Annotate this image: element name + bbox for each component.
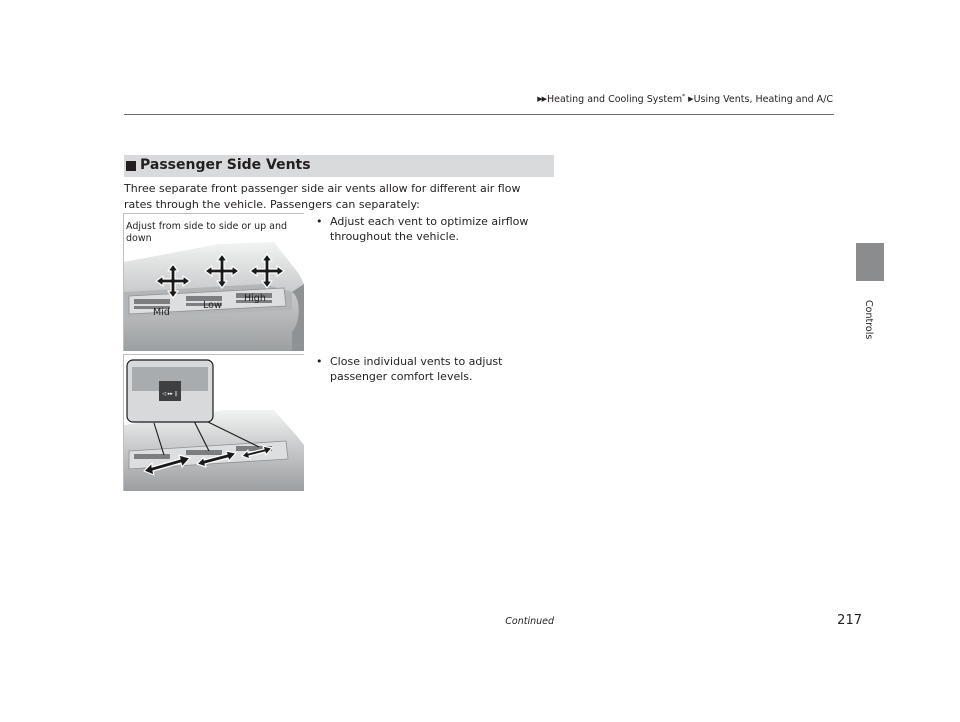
figure1-caption: Adjust from side to side or up and down bbox=[126, 221, 288, 244]
vent-label-low: Low bbox=[203, 300, 222, 311]
triangle-icon: ▶ bbox=[688, 95, 693, 104]
bullet-close-vent bbox=[316, 354, 536, 384]
bullet-close-vent-text: Close individual vents to adjust passenger comfort levels. bbox=[330, 355, 503, 383]
header-divider bbox=[124, 114, 834, 115]
continued-label: Continued bbox=[505, 616, 554, 627]
square-bullet-icon bbox=[126, 161, 136, 171]
bullet-dot-icon: • bbox=[316, 355, 323, 368]
chapter-tab-label: Controls bbox=[863, 300, 874, 340]
svg-text:◁ ▸▸ ||: ◁ ▸▸ || bbox=[162, 391, 178, 397]
breadcrumb-heating-cooling[interactable]: Heating and Cooling System bbox=[546, 94, 683, 106]
bullet-adjust-vent bbox=[316, 214, 536, 244]
section-heading bbox=[124, 155, 554, 177]
vent-label-high: High bbox=[244, 293, 266, 304]
breadcrumb-using-vents[interactable]: Using Vents, Heating and A/C bbox=[693, 94, 833, 106]
chapter-tab bbox=[856, 243, 884, 281]
vent-close-illustration bbox=[123, 354, 304, 491]
vent-close-drawing bbox=[124, 355, 304, 491]
section-heading-text: Passenger Side Vents bbox=[140, 157, 311, 173]
bullet-dot-icon: • bbox=[316, 215, 323, 228]
breadcrumb bbox=[0, 93, 833, 105]
double-triangle-icon: ▶▶ bbox=[537, 95, 546, 104]
intro-paragraph: Three separate front passenger side air vents allow for different air flow rates through the vehicle. Passengers can separately: bbox=[124, 182, 521, 211]
bullet-adjust-vent-text: Adjust each vent to optimize airflow throughout the vehicle. bbox=[330, 215, 529, 243]
page-number: 217 bbox=[837, 613, 862, 628]
option-marker: * bbox=[682, 93, 686, 100]
vent-label-mid: Mid bbox=[153, 307, 170, 318]
